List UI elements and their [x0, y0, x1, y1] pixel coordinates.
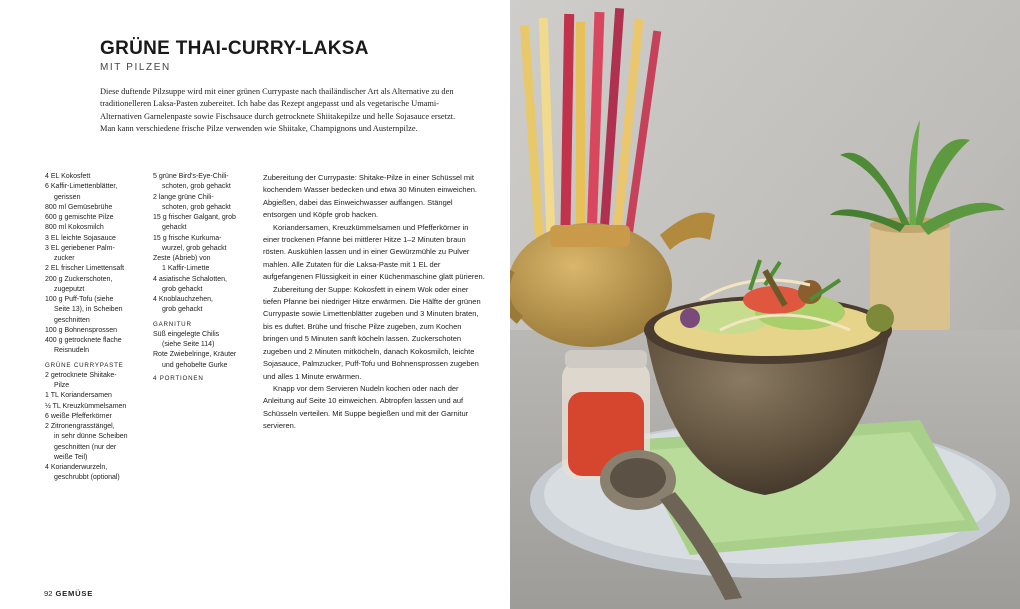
ingredient-line: 4 EL Kokosfett — [45, 173, 91, 180]
page-footer — [44, 589, 93, 598]
recipe-intro: Diese duftende Pilzsuppe wird mit einer grünen Currypaste nach thailändischer Art als Alternative zu den traditionelleren Laksa-Pasten zubereitet. Ich habe das Rezept angepasst und als vegetarische Umami-Alternativen Garnelenpaste sowie Fischsauce durch getrocknete Shiitakepilze und helle Sojasauce ersetzt. Man kann verschiedene frische Pilze verwenden wie Shiitake, Champignons und Austernpilze. — [100, 87, 456, 134]
recipe-title: GRÜNE THAI-CURRY-LAKSA — [100, 38, 369, 59]
servings: 4 PORTIONEN — [153, 374, 204, 382]
ingredients-garnish — [153, 330, 253, 371]
ingredients-heading-currypaste: GRÜNE CURRYPASTE — [45, 361, 124, 369]
ingredient-line: 800 ml Kokosmilch — [45, 224, 104, 232]
ingredient-line: in sehr dünne Scheiben — [54, 433, 128, 441]
ingredient-line: 4 Knoblauchzehen, — [153, 296, 213, 303]
ingredient-line: 600 g gemischte Pilze — [45, 214, 114, 221]
ingredient-line: 200 g Zuckerschoten, — [45, 275, 113, 283]
ingredient-line: 6 weiße Pfefferkörner — [45, 412, 112, 420]
ingredients-soup — [45, 172, 151, 357]
ingredient-line: Rote Zwiebelringe, Kräuter — [153, 351, 237, 359]
method-text — [263, 172, 485, 433]
ingredient-line: gehackt — [162, 224, 187, 232]
ingredient-line: zugeputzt — [54, 285, 85, 293]
ingredients-currypaste-cont — [153, 172, 253, 316]
ingredient-line: 2 lange grüne Chili- — [153, 193, 214, 201]
ingredient-line: schoten, grob gehackt — [162, 183, 231, 191]
ingredient-line: 3 EL geriebener Palm- — [45, 244, 115, 252]
ingredient-line: (siehe Seite 114) — [162, 341, 215, 348]
ingredient-line: zucker — [54, 255, 75, 262]
ingredients-heading-garnish: GARNITUR — [153, 320, 192, 328]
ingredient-line: Reisnudeln — [54, 347, 90, 355]
method-step: Zubereitung der Currypaste: Shitake-Pilze in einer Schüssel mit kochendem Wasser bedecken und etwa 30 Minuten einweichen. Abgießen, dabei das Einweichwasser auffangen. Stängel entsorgen und Köpfe grob hacken. — [263, 173, 478, 220]
ingredient-line: weiße Teil) — [54, 453, 88, 461]
ingredient-line: 800 ml Gemüsebrühe — [45, 203, 113, 211]
page-number: 92 — [44, 589, 53, 598]
ingredient-line: schoten, grob gehackt — [162, 203, 231, 211]
ingredient-line: 100 g Bohnensprossen — [45, 326, 117, 334]
method-step: Zubereitung der Suppe: Kokosfett in einem Wok oder einer tiefen Pfanne bei niedriger Hitze erwärmen. Die Hälfte der grünen Currypaste sowie Limettenblätter zugeben und 3 Minuten braten, bis es duftet. Brühe und frische Pilze zugeben, zum Kochen bringen und 5 Minuten sanft köcheln lassen. Zuckerschoten zugeben und 2 Minuten mitköcheln, danach Kokosmilch, leichte Sojasauce, Palmzucker, Puff-Tofu und Bohnensprossen zugeben und alles 1 Minute erwärmen. — [263, 284, 481, 381]
ingredients-column-1 — [45, 172, 151, 484]
ingredient-line: und gehobelte Gurke — [162, 361, 228, 369]
ingredient-line: 15 g frische Kurkuma- — [153, 234, 222, 242]
ingredient-line: 400 g getrocknete flache — [45, 337, 122, 344]
section-name: GEMÜSE — [55, 589, 94, 598]
ingredient-line: 3 EL leichte Sojasauce — [45, 234, 116, 242]
method-step: Koriandersamen, Kreuzkümmelsamen und Pfefferkörner in einer trockenen Pfanne bei mittlerer Hitze 1–2 Minuten braun rösten. Auskühlen lassen und in einer Gewürzmühle zu Pulver mahlen. Alle Zutaten für die Laksa-Paste mit 1 EL der aufgefangenen Flüssigkeit in einer Küchenmaschine glatt pürieren. — [263, 222, 485, 282]
method-step: Knapp vor dem Servieren Nudeln kochen oder nach der Anleitung auf Seite 10 einweichen. Abtropfen lassen und auf Schüsseln verteilen. Mit Suppe begießen und mit der Garnitur servieren. — [263, 383, 469, 431]
ingredient-line: ½ TL Kreuzkümmelsamen — [45, 402, 127, 410]
food-photo — [510, 0, 1020, 609]
ingredient-line: 2 Zitronengrasstängel, — [45, 423, 115, 430]
ingredient-line: geschnitten (nur der — [54, 443, 117, 451]
ingredient-line: gerissen — [54, 193, 81, 201]
ingredient-line: 4 asiatische Schalotten, — [153, 275, 227, 283]
ingredient-line: 6 Kaffir-Limettenblätter, — [45, 183, 118, 191]
laksa-bowl-illustration — [510, 0, 1020, 609]
ingredient-line: Zeste (Abrieb) von — [153, 255, 211, 262]
ingredient-line: grob gehackt — [162, 306, 203, 314]
ingredient-line: Seite 13), in Scheiben — [54, 306, 123, 314]
ingredient-line: grob gehackt — [162, 285, 203, 293]
ingredient-line: geschrubbt (optional) — [54, 474, 120, 482]
ingredient-line: 4 Korianderwurzeln, — [45, 464, 108, 471]
ingredient-line: 2 getrocknete Shiitake- — [45, 371, 117, 379]
ingredient-line: Pilze — [54, 382, 70, 389]
ingredient-line: 5 grüne Bird's-Eye-Chili- — [153, 173, 229, 180]
ingredients-currypaste — [45, 371, 151, 484]
ingredient-line: geschnitten — [54, 316, 90, 324]
ingredient-line: Süß eingelegte Chilis — [153, 330, 220, 338]
ingredient-line: 1 TL Koriandersamen — [45, 392, 112, 400]
ingredient-line: 15 g frischer Galgant, grob — [153, 214, 236, 221]
ingredients-column-2 — [153, 172, 253, 384]
recipe-subtitle: MIT PILZEN — [100, 62, 171, 73]
ingredient-line: 2 EL frischer Limettensaft — [45, 265, 125, 273]
ingredient-line: wurzel, grob gehackt — [162, 244, 227, 252]
ingredient-line: 100 g Puff-Tofu (siehe — [45, 296, 114, 303]
ingredient-line: 1 Kaffir-Limette — [162, 265, 210, 273]
